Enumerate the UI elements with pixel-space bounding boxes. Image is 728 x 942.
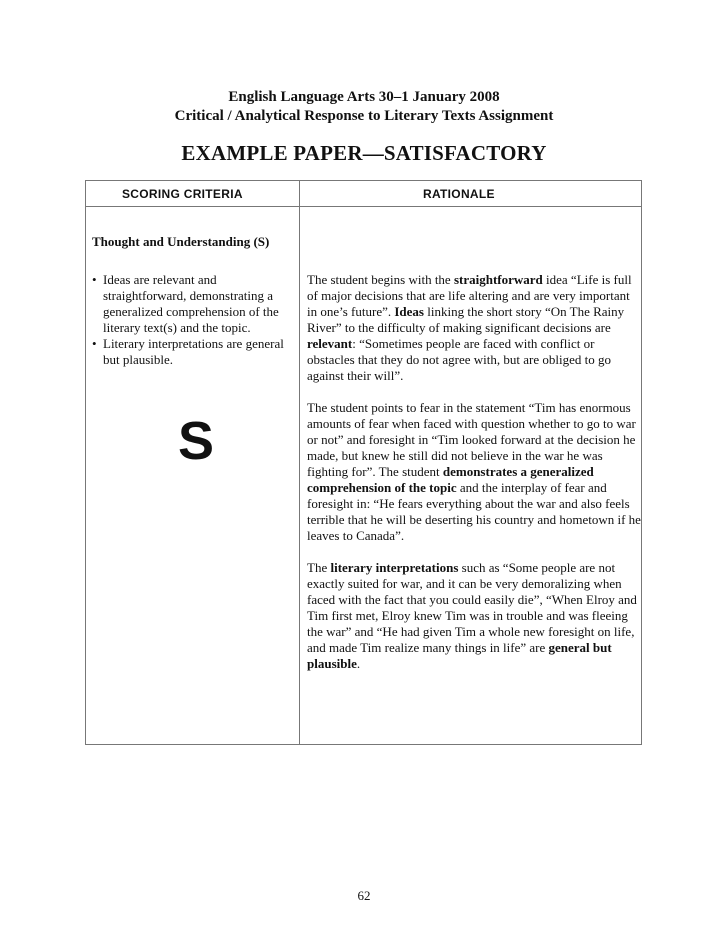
header-divider (86, 206, 641, 207)
page-number: 62 (357, 888, 371, 903)
section-label: Thought and Understanding (S) (92, 234, 270, 249)
scoring-table (85, 180, 642, 745)
criteria-list (92, 272, 296, 368)
score-letter: S (178, 411, 215, 471)
rationale-paragraph: The student points to fear in the statement “Tim has enormous amounts of fear when faced with question whether to go to war or not” and foresight in “Tim looked forward at the decision he made, but knew he still did not believe in the war he was fighting for”. The student demonstrates a generalized comprehension of the topic and the interplay of fear and foresight in: “He fears everything about the war and also feels terrible that he will be deserting his country and hometown if he leaves to Canada”. (307, 400, 641, 543)
header-course-line: English Language Arts 30–1 January 2008 (228, 89, 500, 105)
rationale-text (307, 272, 643, 688)
criteria-item: • Ideas are relevant and straightforward, demonstrating a generalized comprehension of the literary text(s) and the topic. (92, 272, 296, 336)
page-title: EXAMPLE PAPER—SATISFACTORY (181, 141, 547, 165)
column-divider (299, 181, 300, 744)
rationale-paragraph: The literary interpretations such as “Some people are not exactly suited for war, and it can be very demoralizing when faced with the fact that you could easily die”, “When Elroy and Tim first met, Elroy knew Tim was in trouble and was fleeing the war” and “He had given Tim a whole new foresight on life, and made Tim realize many things in life” are general but plausible. (307, 560, 637, 671)
scoring-criteria-header: SCORING CRITERIA (122, 187, 243, 201)
criteria-item: • Literary interpretations are general but plausible. (92, 336, 296, 368)
rationale-paragraph: The student begins with the straightforward idea “Life is full of major decisions that are life altering and are very important in one’s future”. Ideas linking the short story “On The Rainy River” to the difficulty of making significant decisions are relevant: “Sometimes people are faced with conflict or obstacles that they do not agree with, but are obliged to go against their will”. (307, 272, 632, 383)
rationale-header: RATIONALE (423, 187, 495, 201)
header-assignment-line: Critical / Analytical Response to Literary Texts Assignment (174, 108, 554, 124)
